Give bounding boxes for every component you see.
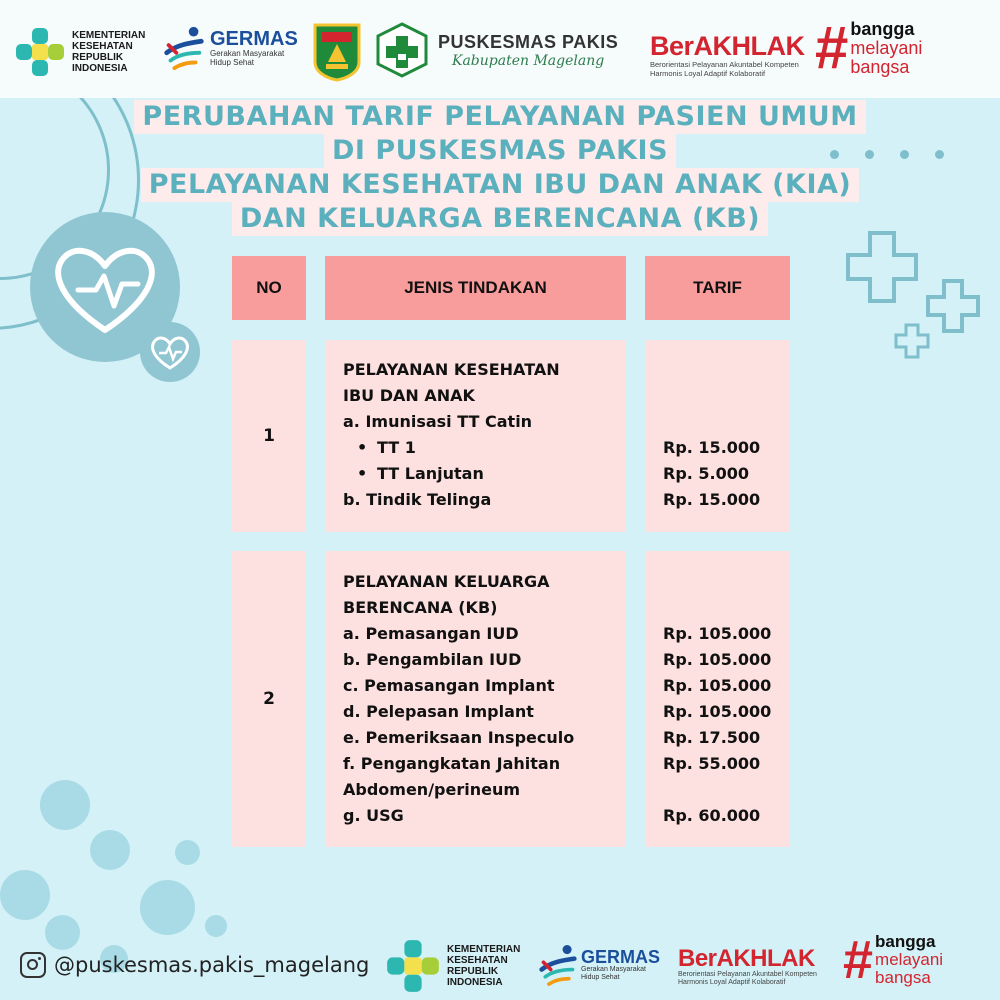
table-line: PELAYANAN KELUARGA [343, 572, 550, 591]
header-tarif: TARIF [645, 256, 790, 320]
decorative-bubble [0, 870, 50, 920]
price-line: Rp. 15.000 [663, 438, 761, 457]
puskesmas-subtitle: Kabupaten Magelang [452, 52, 605, 69]
puskesmas-cross-icon [374, 22, 430, 78]
table-line: a. Pemasangan IUD [343, 624, 519, 643]
title-line-4: DAN KELUARGA BERENCANA (KB) [232, 202, 768, 236]
heart-pulse-small-icon [140, 322, 200, 382]
footer-bangga-logo: # bangga melayani bangsa [843, 930, 944, 990]
footer-berakhlak-logo: BerAKHLAK Berorientasi Pelayanan Akuntabel Kompeten Harmonis Loyal Adaptif Kolaboratif [678, 945, 817, 986]
header-jenis-tindakan: JENIS TINDAKAN [325, 256, 626, 320]
kemenkes-icon [14, 26, 66, 78]
price-line: Rp. 55.000 [663, 754, 761, 773]
decorative-bubble [175, 840, 200, 865]
medical-cross-icons [840, 225, 990, 365]
germas-icon [538, 942, 578, 988]
table-line: IBU DAN ANAK [343, 386, 475, 405]
price-line: Rp. 15.000 [663, 490, 761, 509]
row-2-tarif [645, 551, 790, 847]
germas-icon [162, 24, 206, 72]
price-line: Rp. 60.000 [663, 806, 761, 825]
decorative-bubble [140, 880, 195, 935]
table-line: a. Imunisasi TT Catin [343, 412, 533, 431]
table-line: b. Tindik Telinga [343, 490, 492, 509]
decorative-bubble [40, 780, 90, 830]
footer-germas-logo: GERMAS Gerakan Masyarakat Hidup Sehat [538, 942, 660, 988]
puskesmas-pakis-logo [374, 22, 618, 78]
decorative-bubble [45, 915, 80, 950]
table-line: c. Pemasangan Implant [343, 676, 555, 695]
bullet-item: • TT Lanjutan [343, 461, 626, 487]
kemenkes-text: KEMENTERIAN KESEHATAN REPUBLIK INDONESIA [72, 30, 146, 74]
table-line: f. Pengangkatan Jahitan [343, 754, 561, 773]
instagram-handle-text: @puskesmas.pakis_magelang [54, 953, 370, 977]
table-line: BERENCANA (KB) [343, 598, 498, 617]
title-line-3: PELAYANAN KESEHATAN IBU DAN ANAK (KIA) [141, 168, 859, 202]
magelang-regency-emblem [312, 22, 362, 82]
price-line: Rp. 105.000 [663, 676, 772, 695]
price-line: Rp. 17.500 [663, 728, 761, 747]
table-line: d. Pelepasan Implant [343, 702, 534, 721]
hashtag-icon: # [843, 930, 874, 990]
puskesmas-title: PUSKESMAS PAKIS [438, 31, 619, 52]
berakhlak-title: BerAKHLAK [650, 31, 805, 61]
bullet-item: • TT 1 [343, 435, 626, 461]
price-line [663, 357, 790, 383]
row-2-jenis [325, 551, 626, 847]
row-1-jenis [325, 340, 626, 532]
price-line [663, 777, 790, 803]
table-line: PELAYANAN KESEHATAN [343, 360, 560, 379]
hashtag-icon: # [815, 14, 849, 81]
title-line-1: PERUBAHAN TARIF PELAYANAN PASIEN UMUM [134, 100, 865, 134]
table-line: Abdomen/perineum [343, 780, 521, 799]
berakhlak-logo: BerAKHLAK Berorientasi Pelayanan Akuntabel Kompeten Harmonis Loyal Adaptif Kolaboratif [650, 31, 805, 78]
price-line [663, 383, 790, 409]
header-logo-band [0, 0, 1000, 98]
price-line: Rp. 105.000 [663, 624, 772, 643]
germas-logo: GERMAS Gerakan Masyarakat Hidup Sehat [162, 24, 298, 72]
germas-title: GERMAS [210, 28, 298, 50]
row-1-tarif [645, 340, 790, 532]
row-1-no: 1 [232, 340, 306, 532]
price-line [663, 569, 790, 595]
price-line: Rp. 105.000 [663, 650, 772, 669]
table-line: g. USG [343, 806, 404, 825]
price-line: Rp. 5.000 [663, 464, 750, 483]
row-2-no: 2 [232, 551, 306, 847]
page-title [0, 100, 1000, 236]
decorative-bubble [90, 830, 130, 870]
table-line: b. Pengambilan IUD [343, 650, 522, 669]
price-line [663, 595, 790, 621]
decorative-bubble [205, 915, 227, 937]
table-line: e. Pemeriksaan Inspeculo [343, 728, 575, 747]
kemenkes-logo [14, 26, 145, 78]
kemenkes-icon [385, 938, 441, 994]
instagram-icon [20, 952, 46, 978]
header-no: NO [232, 256, 306, 320]
bangga-melayani-bangsa-logo: # bangga melayani bangsa [815, 14, 923, 81]
price-line: Rp. 105.000 [663, 702, 772, 721]
instagram-handle[interactable] [20, 952, 369, 978]
title-line-2: DI PUSKESMAS PAKIS [324, 134, 676, 168]
price-line [663, 409, 790, 435]
footer-kemenkes-logo: KEMENTERIAN KESEHATAN REPUBLIK INDONESIA [385, 938, 520, 994]
